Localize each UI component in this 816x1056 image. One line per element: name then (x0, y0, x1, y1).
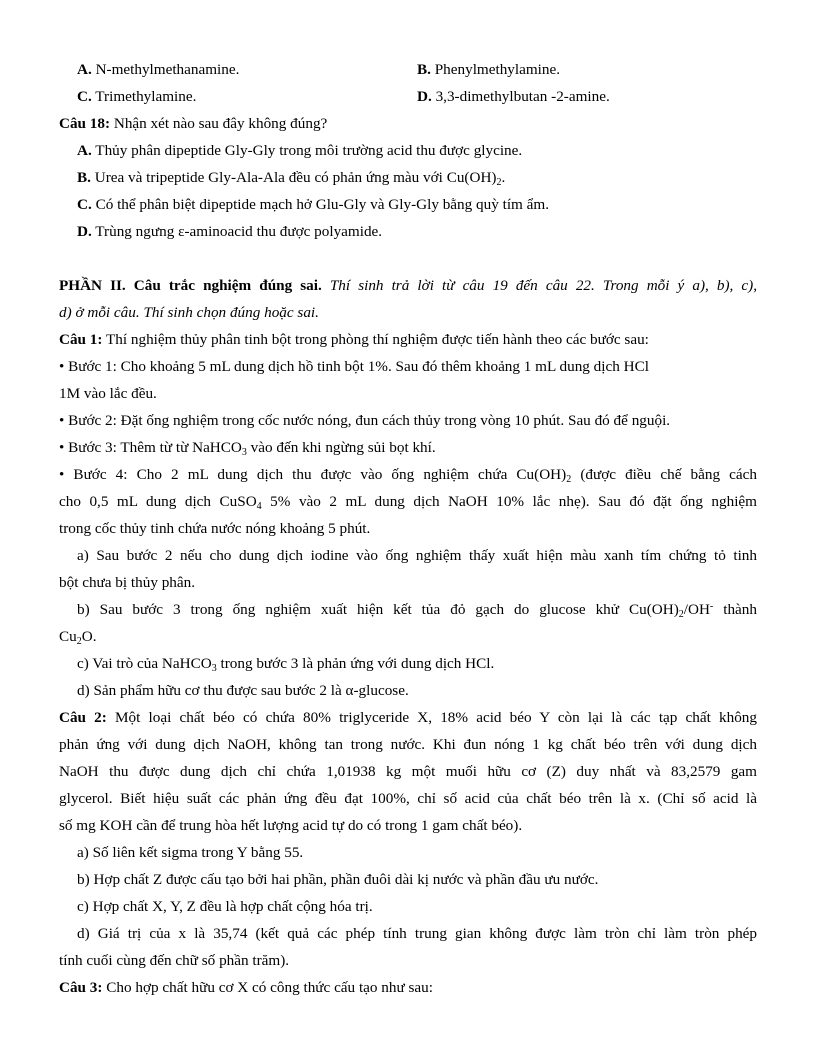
cau2-statement-b: b) Hợp chất Z được cấu tạo bởi hai phần, phần đuôi dài kị nước và phần đầu ưu nước. (77, 871, 599, 888)
cau1-statement-b-cont: $Cu_2O$. (59, 628, 97, 647)
cau2-statement-d: d) Giá trị của x là 35,74 (kết quả các phép tính trung gian không được làm tròn chỉ làm tròn phép (77, 925, 757, 942)
q17-option-b: B. Phenylmethylamine. (417, 61, 561, 78)
cau1-statement-a: a) Sau bước 2 nếu cho dung dịch iodine vào ống nghiệm thấy xuất hiện màu xanh tím chứng tỏ tinh (77, 547, 757, 564)
cau2-statement-c: c) Hợp chất X, Y, Z đều là hợp chất cộng hóa trị. (77, 898, 373, 915)
cau1-statement-a-cont: bột chưa bị thủy phân. (59, 574, 196, 591)
q18-option-c: C. Có thể phân biệt dipeptide mạch hở Glu-Gly và Gly-Gly bằng quỳ tím ẩm. (77, 196, 550, 213)
q17-option-d: D. 3,3-dimethylbutan -2-amine. (417, 88, 610, 105)
part2-heading: PHẦN II. Câu trắc nghiệm đúng sai. Thí sinh trả lời từ câu 19 đến câu 22. Trong mỗi ý a), b), c), (59, 277, 758, 294)
cau1-step1-line1: • Bước 1: Cho khoảng 5 mL dung dịch hồ tinh bột 1%. Sau đó thêm khoảng 1 mL dung dịch HCl (59, 358, 649, 375)
q18-stem: Câu 18: Nhận xét nào sau đây không đúng? (59, 115, 328, 132)
q17-option-c: C. Trimethylamine. (77, 88, 197, 105)
cau1-statement-d: d) Sản phẩm hữu cơ thu được sau bước 2 là α-glucose. (77, 682, 409, 699)
cau1-statement-c: c) Vai trò của NaHCO$_3$ trong bước 3 là phản ứng với dung dịch HCl. (77, 655, 495, 674)
q18-option-b: B. Urea và tripeptide Gly-Ala-Ala đều có phản ứng màu với $Cu(OH)_2$. (77, 169, 506, 188)
part2-instruction: d) ở mỗi câu. Thí sinh chọn đúng hoặc sai. (59, 304, 319, 321)
cau1-step2: • Bước 2: Đặt ống nghiệm trong cốc nước nóng, đun cách thủy trong vòng 10 phút. Sau đó để nguội. (59, 412, 671, 429)
cau1-step4-line1: • Bước 4: Cho 2 mL dung dịch thu được vào ống nghiệm chứa $Cu(OH)_2$ (được điều chế bằng cách (59, 466, 758, 485)
cau1-step4-line2: cho 0,5 mL dung dịch CuSO$_4$ 5% vào 2 mL dung dịch NaOH 10% lắc nhẹ). Sau đó đặt ống nghiệm (59, 493, 757, 512)
cau2-statement-a: a) Số liên kết sigma trong Y bằng 55. (77, 844, 304, 861)
cau1-step1-line2: 1M vào lắc đều. (59, 385, 157, 402)
cau2-line2: phản ứng với dung dịch NaOH, không tan trong nước. Khi đun nóng 1 kg chất béo trên với dung dịch (59, 736, 757, 753)
cau1-statement-b: b) Sau bước 3 trong ống nghiệm xuất hiện kết tủa đỏ gạch do glucose khử $Cu(OH)_2/OH^-$ thành (77, 601, 757, 620)
cau2-line3: NaOH thu được dung dịch chỉ chứa 1,01938 kg một muối hữu cơ (Z) duy nhất và 83,2579 gam (59, 763, 757, 780)
cau2-statement-d-cont: tính cuối cùng đến chữ số phần trăm). (59, 952, 290, 969)
cau2-line4: glycerol. Biết hiệu suất các phản ứng đều đạt 100%, chỉ số acid của chất béo trên là x. (Chỉ số acid là (59, 790, 757, 807)
cau1-step4-line3: trong cốc thủy tinh chứa nước nóng khoảng 5 phút. (59, 520, 371, 537)
q18-option-a: A. Thủy phân dipeptide Gly-Gly trong môi trường acid thu được glycine. (77, 142, 523, 159)
cau1-intro: Câu 1: Thí nghiệm thủy phân tinh bột trong phòng thí nghiệm được tiến hành theo các bước sau: (59, 331, 649, 348)
cau3-stem: Câu 3: Cho hợp chất hữu cơ X có công thức cấu tạo như sau: (59, 979, 433, 996)
q17-option-a: A. N-methylmethanamine. (77, 61, 240, 78)
cau2-line5: số mg KOH cần để trung hòa hết lượng acid tự do có trong 1 gam chất béo). (59, 817, 523, 834)
cau1-step3: • Bước 3: Thêm từ từ NaHCO$_3$ vào đến khi ngừng sủi bọt khí. (59, 439, 436, 458)
q18-option-d: D. Trùng ngưng ε-aminoacid thu được polyamide. (77, 223, 383, 240)
cau2-line1: Câu 2: Một loại chất béo có chứa 80% triglyceride X, 18% acid béo Y còn lại là các tạp chất không (59, 709, 757, 726)
